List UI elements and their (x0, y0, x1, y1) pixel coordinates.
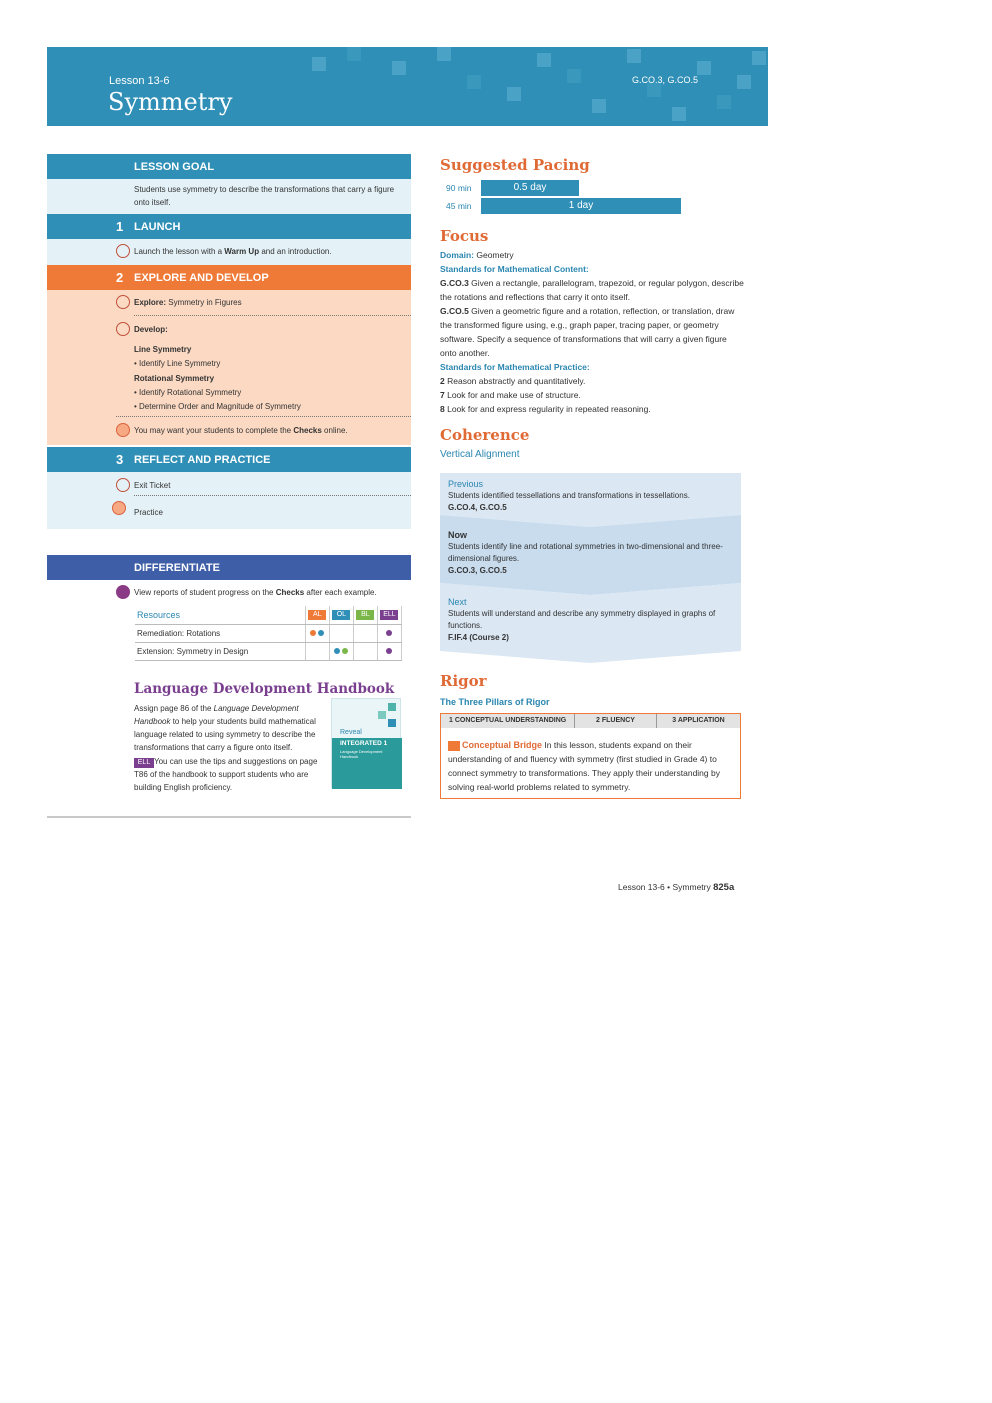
explore-develop-header: 2 EXPLORE AND DEVELOP (47, 265, 411, 290)
ldh-paragraph-1: Assign page 86 of the Language Development Handbook to help your students build mathematical language related to using symmetry to describe the transformations that carry a figure onto itself. (134, 704, 316, 752)
pacing-45-bar: 1 day (481, 198, 681, 214)
pacing-45-label: 45 min (446, 201, 472, 211)
student-icon (116, 423, 130, 437)
vertical-alignment-chevrons (440, 473, 741, 663)
launch-body (47, 239, 411, 265)
launch-text: Launch the lesson with a Warm Up and an introduction. (134, 247, 332, 256)
lesson-overview-panel (47, 154, 411, 818)
exit-ticket-item: Exit Ticket (134, 481, 171, 490)
handbook-cover: Reveal INTEGRATED 1 Language Development Handbook (331, 698, 401, 788)
coherence-heading: Coherence (440, 426, 530, 444)
lesson-goal-text: Students use symmetry to describe the transformations that carry a figure onto itself. (134, 185, 395, 207)
rotational-symmetry-heading: Rotational Symmetry (134, 374, 215, 383)
group-icon (116, 478, 130, 492)
focus-heading: Focus (440, 227, 489, 245)
ldh-heading: Language Development Handbook (134, 681, 395, 697)
explore-item: Explore: Symmetry in Figures (134, 298, 242, 307)
three-pillars-label: The Three Pillars of Rigor (440, 697, 550, 707)
table-row: Remediation: Rotations (135, 624, 402, 642)
header-standards: G.CO.3, G.CO.5 (632, 75, 699, 85)
line-symmetry-heading: Line Symmetry (134, 345, 192, 354)
pacing-90-bar: 0.5 day (481, 180, 579, 196)
reports-chart-icon (116, 585, 130, 599)
bridge-icon (448, 741, 460, 751)
group-icon (116, 322, 130, 336)
resources-header: Resources (135, 606, 305, 624)
students-icon (112, 501, 126, 515)
rigor-pillars: 1 CONCEPTUAL UNDERSTANDING 2 FLUENCY 3 APPLICATION (441, 714, 740, 728)
rigor-heading: Rigor (440, 672, 487, 690)
lesson-goal-header: LESSON GOAL (47, 154, 411, 179)
page-footer: Lesson 13-6 • Symmetry 825a (618, 882, 735, 893)
lesson-title: Symmetry (108, 88, 233, 116)
resources-table (135, 606, 402, 661)
pacing-heading: Suggested Pacing (440, 156, 590, 174)
bl-tag: BL (356, 610, 374, 620)
focus-body: Domain: Geometry Standards for Mathematical Content: G.CO.3 Given a rectangle, parallelogram, trapezoid, or regular polygon, describe the rotations and reflections that carry it onto itself. G.CO.5 Given a geometric figure and a rotation, reflection, or translation, draw the transformed figure using, e.g., graph paper, tracing paper, or geometry software. Specify a sequence of transformations that will carry a given figure onto another. Standards for Mathematical Practice: 2 Reason abstractly and quantitatively. 7 Look for and make use of structure. 8 Look for and express regularity in repeated reasoning. (440, 250, 744, 414)
lesson-number: Lesson 13-6 (109, 75, 170, 87)
rigor-box (440, 713, 741, 799)
differentiate-body (47, 580, 411, 698)
conceptual-bridge-text: Conceptual Bridge In this lesson, students expand on their understanding of and fluency with symmetry (first studied in Grade 4) to connect symmetry to transformations. They apply their understanding by solving real-world problems related to symmetry. (448, 740, 720, 792)
group-icon (116, 295, 130, 309)
order-magnitude-item: • Determine Order and Magnitude of Symmetry (134, 402, 301, 411)
practice-item: Practice (134, 508, 163, 517)
line-symmetry-item: • Identify Line Symmetry (134, 359, 221, 368)
group-icon (116, 244, 130, 258)
ldh-body (47, 698, 411, 816)
reflect-practice-body (47, 472, 411, 529)
explore-develop-body (47, 290, 411, 445)
ol-tag: OL (332, 610, 350, 620)
ldh-paragraph-2: ELL You can use the tips and suggestions on page T86 of the handbook to support students who are building English proficiency. (134, 757, 318, 792)
table-row: Extension: Symmetry in Design (135, 642, 402, 660)
differentiate-header: DIFFERENTIATE (47, 555, 411, 580)
lesson-goal-body (47, 179, 411, 214)
al-tag: AL (308, 610, 326, 620)
now-block: Now Students identify line and rotational symmetries in two-dimensional and three-dimensional figures. G.CO.3, G.CO.5 (448, 530, 723, 575)
lesson-banner (47, 47, 768, 126)
rotational-symmetry-item: • Identify Rotational Symmetry (134, 388, 242, 397)
checks-note: You may want your students to complete the Checks online. (134, 426, 348, 435)
vertical-alignment-label: Vertical Alignment (440, 449, 520, 460)
ell-tag: ELL (380, 610, 398, 620)
pacing-90-label: 90 min (446, 183, 472, 193)
next-block: Next Students will understand and describe any symmetry displayed in graphs of functions. F.IF.4 (Course 2) (448, 597, 716, 642)
develop-label: Develop: (134, 325, 168, 334)
launch-header: 1 LAUNCH (47, 214, 411, 239)
differentiate-text: View reports of student progress on the Checks after each example. (134, 588, 377, 597)
previous-block: Previous Students identified tessellations and transformations in tessellations. G.CO.4, G.CO.5 (448, 479, 690, 512)
reflect-practice-header: 3 REFLECT AND PRACTICE (47, 447, 411, 472)
